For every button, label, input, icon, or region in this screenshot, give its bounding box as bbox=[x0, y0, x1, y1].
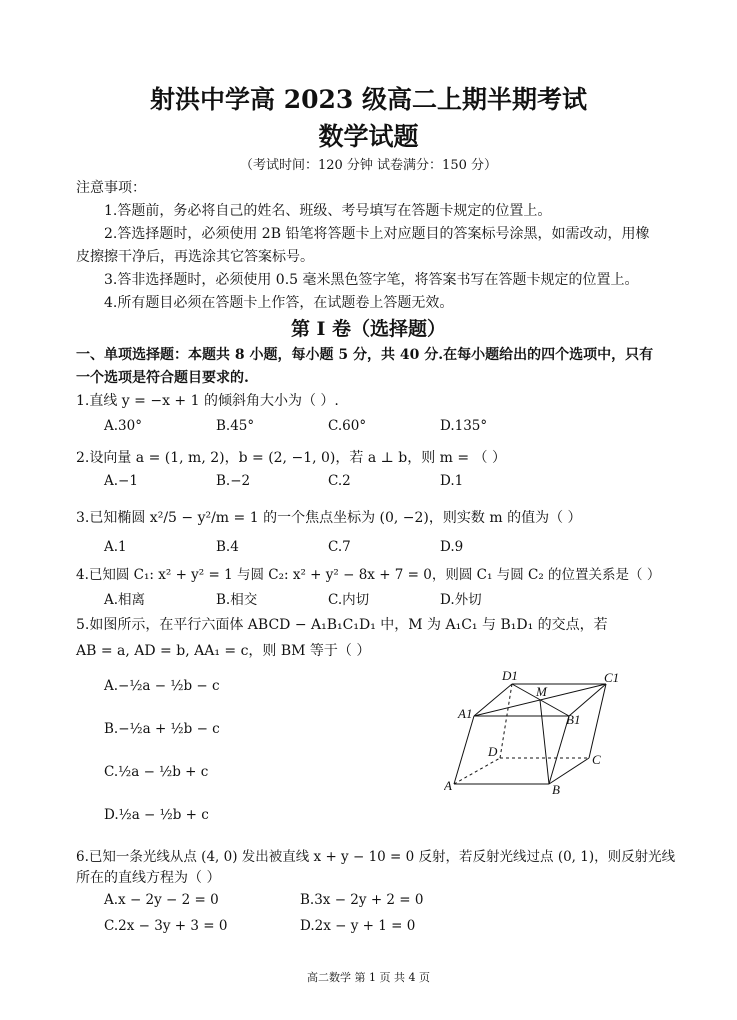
question-6-option-b: B.3x − 2y + 2 = 0 bbox=[300, 892, 424, 908]
section-title: 第 I 卷（选择题） bbox=[290, 318, 447, 340]
note-item-4: 4.所有题目必须在答题卡上作答，在试题卷上答题无效。 bbox=[104, 295, 454, 311]
question-2-option-d: D.1 bbox=[440, 473, 464, 489]
subject-title: 数学试题 bbox=[318, 122, 419, 151]
note-item-2-cont: 皮擦擦干净后，再选涂其它答案标号。 bbox=[76, 249, 314, 265]
question-6-option-a: A.x − 2y − 2 = 0 bbox=[104, 892, 219, 908]
label-c1: C1 bbox=[604, 670, 620, 685]
question-5-option-c: C.½a − ½b + c bbox=[104, 764, 209, 780]
question-1-option-d: D.135° bbox=[440, 418, 488, 434]
edge-dd1-hidden bbox=[500, 684, 512, 758]
section-instruction-cont: 一个选项是符合题目要求的. bbox=[76, 370, 249, 386]
question-4-option-a: A.相离 bbox=[104, 592, 146, 608]
question-4-stem: 4.已知圆 C₁: x² + y² = 1 与圆 C₂: x² + y² − 8x + 7 = 0，则圆 C₁ 与圆 C₂ 的位置关系是（ ） bbox=[76, 567, 661, 583]
question-6-stem-cont: 所在的直线方程为（ ） bbox=[76, 870, 221, 886]
label-a: A bbox=[444, 778, 452, 793]
label-b1: B1 bbox=[566, 712, 581, 727]
notes-heading: 注意事项： bbox=[76, 180, 146, 196]
exam-info: （考试时间：120 分钟 试卷满分：150 分） bbox=[239, 158, 498, 173]
question-5-option-a: A.−½a − ½b − c bbox=[104, 678, 220, 694]
question-1-option-a: A.30° bbox=[104, 418, 142, 434]
question-1-option-c: C.60° bbox=[328, 418, 367, 434]
question-1-option-b: B.45° bbox=[216, 418, 255, 434]
segment-mb bbox=[540, 700, 549, 784]
note-item-1: 1.答题前，务必将自己的姓名、班级、考号填写在答题卡规定的位置上。 bbox=[104, 203, 552, 219]
question-3-option-d: D.9 bbox=[440, 539, 464, 555]
question-2-option-b: B.−2 bbox=[216, 473, 251, 489]
question-5-option-b: B.−½a + ½b − c bbox=[104, 721, 220, 737]
question-2-option-c: C.2 bbox=[328, 473, 351, 489]
note-item-3: 3.答非选择题时，必须使用 0.5 毫米黑色签字笔，将答案书写在答题卡规定的位置上。 bbox=[104, 272, 639, 288]
question-6-stem: 6.已知一条光线从点 (4, 0) 发出被直线 x + y − 10 = 0 反射，若反射光线过点 (0, 1)，则反射光线 bbox=[76, 849, 676, 865]
edge-a1a bbox=[454, 716, 474, 784]
question-4-option-d: D.外切 bbox=[440, 592, 482, 608]
question-1-stem: 1.直线 y = −x + 1 的倾斜角大小为（ ）. bbox=[76, 393, 339, 409]
question-5-stem-cont: AB = a, AD = b, AA₁ = c，则 BM 等于（ ） bbox=[76, 643, 371, 659]
note-item-2: 2.答选择题时，必须使用 2B 铅笔将答题卡上对应题目的答案标号涂黑，如需改动，用橡 bbox=[104, 226, 650, 242]
label-a1: A1 bbox=[458, 706, 473, 721]
question-3-option-a: A.1 bbox=[104, 539, 127, 555]
question-5-stem: 5.如图所示，在平行六面体 ABCD − A₁B₁C₁D₁ 中，M 为 A₁C₁ 与 B₁D₁ 的交点，若 bbox=[76, 617, 608, 633]
label-d: D bbox=[488, 744, 498, 759]
question-3-option-c: C.7 bbox=[328, 539, 351, 555]
question-2-stem: 2.设向量 a = (1, m, 2)，b = (2, −1, 0)，若 a ⊥ b，则 m = （ ） bbox=[76, 450, 507, 466]
label-b: B bbox=[552, 782, 560, 797]
edge-c1c bbox=[589, 684, 606, 758]
question-3-option-b: B.4 bbox=[216, 539, 239, 555]
parallelepiped-figure bbox=[444, 664, 634, 800]
exam-title: 射洪中学高 2023 级高二上期半期考试 bbox=[150, 85, 587, 114]
page-footer: 高二数学 第 1 页 共 4 页 bbox=[307, 971, 430, 984]
question-4-option-c: C.内切 bbox=[328, 592, 370, 608]
question-3-stem: 3.已知椭圆 x²/5 − y²/m = 1 的一个焦点坐标为 (0, −2)，则实数 m 的值为（ ） bbox=[76, 510, 582, 526]
section-instruction: 一、单项选择题：本题共 8 小题，每小题 5 分，共 40 分.在每小题给出的四个选项中，只有 bbox=[76, 347, 654, 363]
question-5-option-d: D.½a − ½b + c bbox=[104, 807, 209, 823]
label-m: M bbox=[536, 684, 547, 699]
label-c: C bbox=[592, 752, 601, 767]
label-d1: D1 bbox=[502, 668, 518, 683]
question-6-option-c: C.2x − 3y + 3 = 0 bbox=[104, 918, 228, 934]
question-4-option-b: B.相交 bbox=[216, 592, 258, 608]
question-6-option-d: D.2x − y + 1 = 0 bbox=[300, 918, 416, 934]
question-2-option-a: A.−1 bbox=[104, 473, 138, 489]
